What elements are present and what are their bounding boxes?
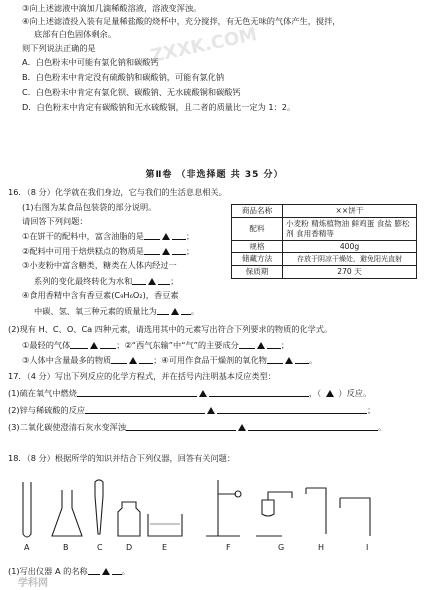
- section-title: 第Ⅱ卷 （非选择题 共 35 分）: [145, 170, 284, 180]
- product-info-table: 商品名称 ××饼干 配料 小麦粉 精炼植物油 鲜鸡蛋 食盐 膨松剂 食用香精等 规格 400g 储藏方法 存放于阴凉干燥处，避免阳光直射 保质期 270 天: [231, 204, 417, 279]
- q16-line: 系列的变化最终转化为水和 ；: [34, 276, 179, 286]
- q16-title: 16．（8 分）化学就在我们身边，它与我们的生活息息相关。: [8, 187, 227, 197]
- text-line: ④向上述滤渣投入装有足量稀盐酸的烧杯中，充分搅拌，有无色无味的气体产生，搅拌，: [22, 16, 341, 26]
- apparatus-label: A: [24, 543, 30, 552]
- answer-blank-mark: [199, 390, 207, 397]
- water-trough: [148, 514, 182, 536]
- answer-blank-mark: [285, 357, 293, 364]
- reagent-bottle: [118, 502, 140, 536]
- iron-stand: [206, 480, 240, 536]
- q17-line: (1)硫在氧气中燃烧 ，（ ）反应。: [8, 388, 372, 398]
- q16-line: ①在饼干的配料中，富含油脂的是 ；: [22, 231, 195, 241]
- option-d: D．白色粉末中肯定有碳酸钠和无水硫酸铜，且二者的质量比一定为 1：2。: [22, 102, 296, 112]
- dropper: [95, 480, 103, 534]
- apparatus-label: C: [97, 543, 103, 552]
- apparatus-label: F: [226, 543, 231, 552]
- apparatus-label: B: [63, 543, 69, 552]
- watermark-logo: 学科网: [18, 578, 48, 589]
- q16-line: ④食用香精中含有香豆素(C₉H₆O₂)，香豆素: [22, 290, 179, 300]
- delivery-tube-i: [340, 498, 370, 536]
- apparatus-label: G: [278, 543, 285, 552]
- q18-title: 18．（8 分）根据所学的知识并结合下列仪器，回答有关问题：: [8, 453, 236, 463]
- watermark: ZXXK.COM: [148, 24, 259, 68]
- delivery-tube-h: [306, 488, 326, 534]
- apparatus-label: H: [318, 543, 325, 552]
- answer-blank-mark: [326, 390, 334, 397]
- q17-line: (3)二氧化碳使澄清石灰水变浑浊 。: [8, 422, 387, 432]
- answer-blank-mark: [102, 568, 110, 575]
- text-line: ③向上述滤液中滴加几滴稀酸溶液，溶液变浑浊。: [22, 3, 202, 13]
- q16-line: 中碳、氢、氧三种元素的质量比为 。: [34, 306, 200, 316]
- text-line: 底部有白色固体剩余。: [34, 29, 116, 39]
- option-b: B．白色粉末中肯定没有硫酸钠和碳酸钠，可能有氯化钠: [22, 72, 225, 82]
- q16-line: 请回答下列问题：: [22, 216, 88, 226]
- q16-line: ①最轻的气体 ；②“西气东输”中“气”的主要成分 ；: [22, 340, 290, 350]
- answer-blank-mark: [148, 278, 156, 285]
- conical-flask: [52, 490, 82, 536]
- option-a: A．白色粉末中可能有氯化钠和碳酸钙: [22, 57, 159, 67]
- q16-line: ②配料中可用于焙烘糕点的物质是 ；: [22, 246, 195, 256]
- text-line: 则下列说法正确的是: [22, 43, 96, 53]
- q17-line: (2)锌与稀硫酸的反应 ；: [8, 405, 376, 415]
- test-tube: [23, 482, 31, 537]
- alcohol-lamp: [262, 492, 292, 516]
- answer-blank-mark: [238, 424, 246, 431]
- answer-blank-mark: [257, 342, 265, 349]
- apparatus-label: I: [366, 543, 369, 552]
- answer-blank-mark: [90, 342, 98, 349]
- answer-blank-mark: [207, 407, 215, 414]
- answer-blank-mark: [162, 233, 170, 240]
- q16-line: (1)右图为某食品包装袋的部分说明。: [22, 202, 157, 212]
- answer-blank-mark: [162, 248, 170, 255]
- q16-line: (2)现有 H、C、O、Ca 四种元素，请选用其中的元素写出符合下列要求的物质的化学式。: [8, 324, 333, 334]
- apparatus-label: E: [162, 543, 168, 552]
- q16-line: ③人体中含量最多的物质 ；④可用作食品干燥剂的氧化物 。: [22, 355, 318, 365]
- answer-blank-mark: [129, 357, 137, 364]
- apparatus-label: D: [126, 543, 133, 552]
- answer-blank-mark: [171, 308, 179, 315]
- q16-line: ③小麦粉中富含糖类，糖类在人体内经过一: [22, 260, 177, 270]
- q18-line: (1)写出仪器 A 的名称 。: [8, 566, 130, 576]
- option-c: C．白色粉末中肯定有氯化钡、碳酸钠、无水硫酸铜和碳酸钙: [22, 87, 241, 97]
- lab-apparatus-figure: [0, 478, 429, 544]
- q17-title: 17．（4 分）写出下列反应的化学方程式，并在括号内注明基本反应类型：: [8, 371, 276, 381]
